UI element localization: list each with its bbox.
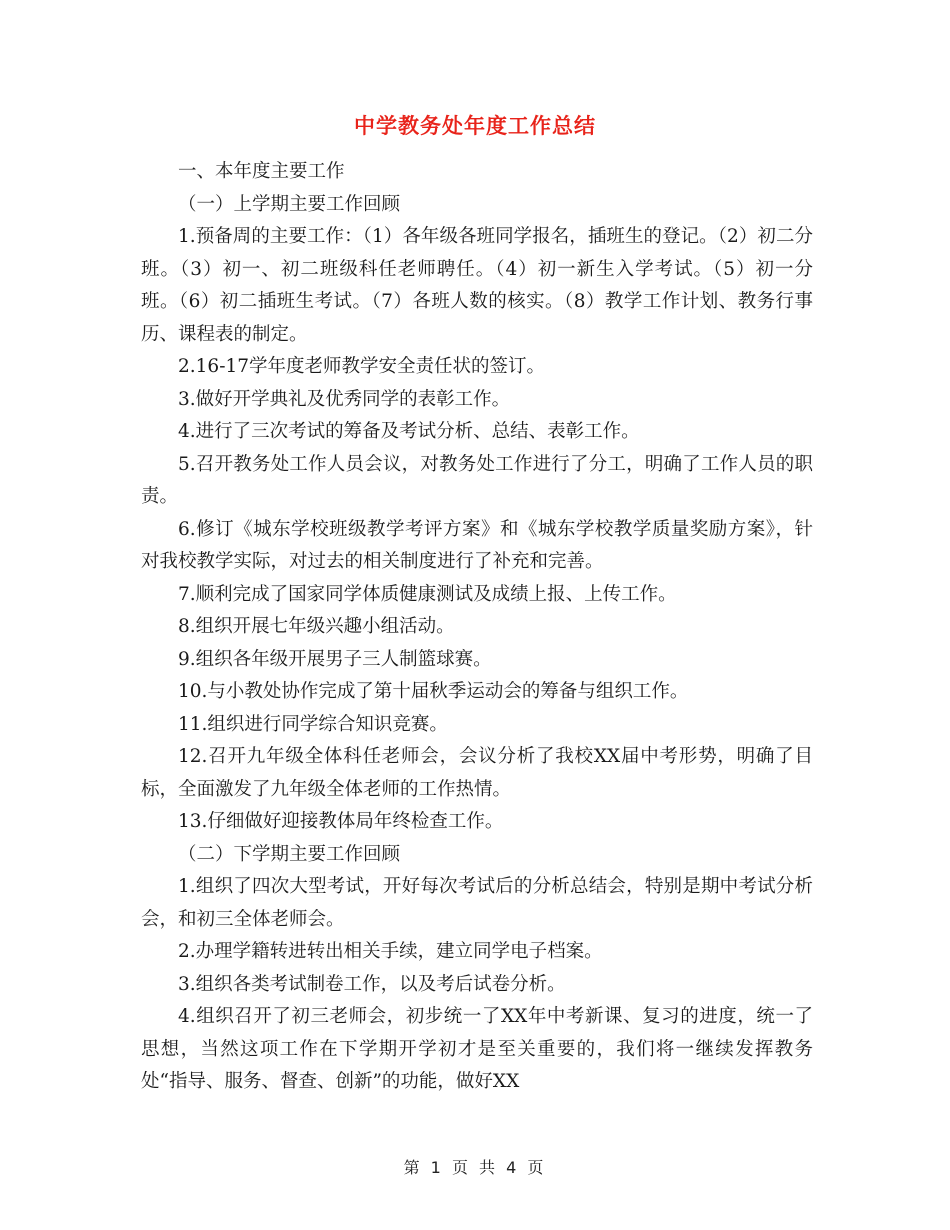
- list-item: 6.修订《城东学校班级教学考评方案》和《城东学校教学质量奖励方案》，针对我校教学实际，对过去的相关制度进行了补充和完善。: [141, 518, 813, 572]
- document-title: 中学教务处年度工作总结: [354, 113, 596, 138]
- list-item: 1.组织了四次大型考试，开好每次考试后的分析总结会，特别是期中考试分析会，和初三全体老师会。: [141, 876, 813, 930]
- list-item: 4.组织召开了初三老师会，初步统一了XX年中考新课、复习的进度，统一了思想，当然这项工作在下学期开学初才是至关重要的，我们将一继续发挥教务处“指导、服务、督查、创新”的功能，做好XX: [141, 1006, 813, 1092]
- list-item: 8.组织开展七年级兴趣小组活动。: [178, 616, 455, 637]
- list-item: 9.组织各年级开展男子三人制篮球赛。: [178, 648, 492, 670]
- list-item: 10.与小教处协作完成了第十届秋季运动会的筹备与组织工作。: [178, 681, 689, 702]
- list-item: 12.召开九年级全体科任老师会，会议分析了我校XX届中考形势，明确了目标，全面激发了九年级全体老师的工作热情。: [141, 746, 813, 800]
- list-item: 2.16-17学年度老师教学安全责任状的签订。: [178, 356, 545, 377]
- list-item: 5.召开教务处工作人员会议，对教务处工作进行了分工，明确了工作人员的职责。: [141, 453, 813, 507]
- document-body: [141, 156, 813, 1099]
- list-item: 3.做好开学典礼及优秀同学的表彰工作。: [178, 388, 511, 410]
- list-item: 3.组织各类考试制卷工作，以及考后试卷分析。: [178, 973, 566, 995]
- page-footer: 第 1 页 共 4 页: [403, 1158, 547, 1177]
- subsection-heading: （一）上学期主要工作回顾: [178, 193, 401, 215]
- list-item: 7.顺利完成了国家同学体质健康测试及成绩上报、上传工作。: [178, 583, 677, 605]
- list-item: 2.办理学籍转进转出相关手续，建立同学电子档案。: [178, 941, 603, 962]
- list-item: 11.组织进行同学综合知识竞赛。: [178, 713, 448, 735]
- list-item: 4.进行了三次考试的筹备及考试分析、总结、表彰工作。: [178, 421, 640, 442]
- list-item: 13.仔细做好迎接教体局年终检查工作。: [178, 811, 504, 832]
- section-heading: 一、本年度主要工作: [178, 161, 345, 182]
- subsection-heading: （二）下学期主要工作回顾: [178, 843, 401, 865]
- list-item: 1.预备周的主要工作：（1）各年级各班同学报名，插班生的登记。（2）初二分班。（3）初一、初二班级科任老师聘任。（4）初一新生入学考试。（5）初一分班。（6）初二插班生考试。（7）各班人数的核实。（8）教学工作计划、教务行事历、课程表的制定。: [141, 226, 813, 345]
